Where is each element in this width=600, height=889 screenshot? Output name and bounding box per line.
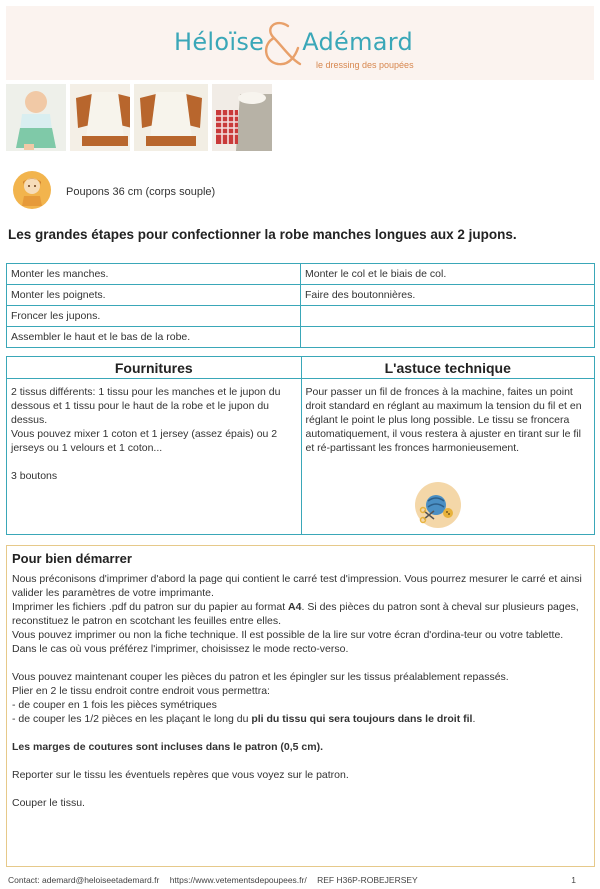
website-link[interactable]: https://www.vetementsdepoupees.fr/ — [169, 875, 307, 885]
supplies-title: Fournitures — [7, 357, 301, 379]
info-boxes — [6, 356, 595, 535]
brand-name-left: Héloïse — [174, 28, 265, 56]
supplies-line: Vous pouvez mixer 1 coton et 1 jersey (assez épais) ou 2 jerseys ou 1 velours et 1 coton... — [11, 428, 278, 454]
step-cell — [301, 306, 595, 327]
text-span: . Si des pièces du patron sont à cheval sur plusieurs pages, reconstituez le patron en scotchant les feuilles entre elles. — [12, 601, 579, 627]
step-cell: Monter les poignets. — [7, 285, 301, 306]
table-row — [7, 327, 595, 348]
getting-started-section — [6, 545, 595, 867]
step-cell: Monter le col et le biais de col. — [301, 264, 595, 285]
supplies-body — [7, 379, 301, 489]
step-cell: Monter les manches. — [7, 264, 301, 285]
doll-photo-1 — [6, 84, 66, 151]
tip-text: Pour passer un fil de fronces à la machine, faites un point droit standard en réglant au maximum la tension du fil et en réglant le point le plus long possible. Le tissu se froncera automatiquement, il vous restera à ajuster en tirant sur le fil et ré-partissant les fronces harmonieusement. — [305, 386, 582, 454]
brand-tagline: le dressing des poupées — [316, 60, 414, 70]
brand-logo — [6, 14, 594, 74]
sewing-kit-icon — [414, 481, 462, 529]
supplies-box — [7, 357, 301, 534]
brand-name — [174, 28, 413, 56]
page-number: 1 — [571, 875, 576, 885]
paragraph: Vous pouvez maintenant couper les pièces du patron et les épingler sur les tissus préalablement repassés. — [12, 671, 509, 683]
doll-size-label: Poupons 36 cm (corps souple) — [66, 186, 216, 198]
dress-photo-4 — [212, 84, 272, 151]
step-cell: Faire des boutonnières. — [301, 285, 595, 306]
tip-box — [301, 357, 595, 534]
tip-title: L'astuce technique — [302, 357, 595, 379]
paragraph: - de couper en 1 fois les pièces symétriques — [12, 699, 217, 711]
dress-photo-3 — [134, 84, 208, 151]
brand-name-right: Adémard — [302, 28, 414, 56]
reference-code: REF H36P-ROBEJERSEY — [317, 875, 418, 885]
step-cell — [301, 327, 595, 348]
text-span: . — [472, 713, 476, 725]
paragraph: Reporter sur le tissu les éventuels repères que vous voyez sur le patron. — [12, 769, 349, 781]
supplies-line: 3 boutons — [11, 470, 58, 482]
header-banner — [6, 6, 594, 80]
paragraph: Couper le tissu. — [12, 797, 85, 809]
steps-table — [6, 263, 595, 348]
dress-photo-2 — [70, 84, 130, 151]
step-cell: Froncer les jupons. — [7, 306, 301, 327]
doll-face-icon — [12, 170, 52, 210]
text-span: A4 — [288, 601, 302, 613]
table-row — [7, 285, 595, 306]
paragraph: Vous pouvez imprimer ou non la fiche technique. Il est possible de la lire sur votre écran d'ordina-teur ou votre tablette. Dans le cas où vous préférez l'imprimer, choisissez le mode recto-verso. — [12, 629, 564, 655]
photo-strip — [6, 84, 272, 151]
page-footer — [8, 875, 594, 885]
getting-started-title: Pour bien démarrer — [12, 551, 132, 566]
paragraph — [12, 600, 589, 628]
contact-email[interactable]: Contact: ademard@heloiseetademard.fr — [8, 875, 160, 885]
supplies-line: 2 tissus différents: 1 tissu pour les manches et le jupon du dessous et 1 tissu pour le haut de la robe et le jupon du dessus. — [11, 386, 281, 426]
text-span: - de couper les 1/2 pièces en les plaçant le long du — [12, 713, 252, 725]
paragraph: Nous préconisons d'imprimer d'abord la page qui contient le carré test d'impression. Vous pourrez mesurer le carré et ainsi valider les paramètres de votre imprimante. — [12, 573, 582, 599]
step-cell: Assembler le haut et le bas de la robe. — [7, 327, 301, 348]
text-span: Imprimer les fichiers .pdf du patron sur du papier au format — [12, 601, 289, 613]
table-row — [7, 306, 595, 327]
paragraph: Plier en 2 le tissu endroit contre endroit vous permettra: — [12, 685, 270, 697]
tip-body — [302, 379, 595, 461]
table-row — [7, 264, 595, 285]
paragraph — [12, 712, 589, 726]
page-title: Les grandes étapes pour confectionner la robe manches longues aux 2 jupons. — [8, 227, 517, 242]
paragraph: Les marges de coutures sont incluses dans le patron (0,5 cm). — [12, 741, 324, 753]
text-span: pli du tissu qui sera toujours dans le droit fil — [251, 713, 473, 725]
